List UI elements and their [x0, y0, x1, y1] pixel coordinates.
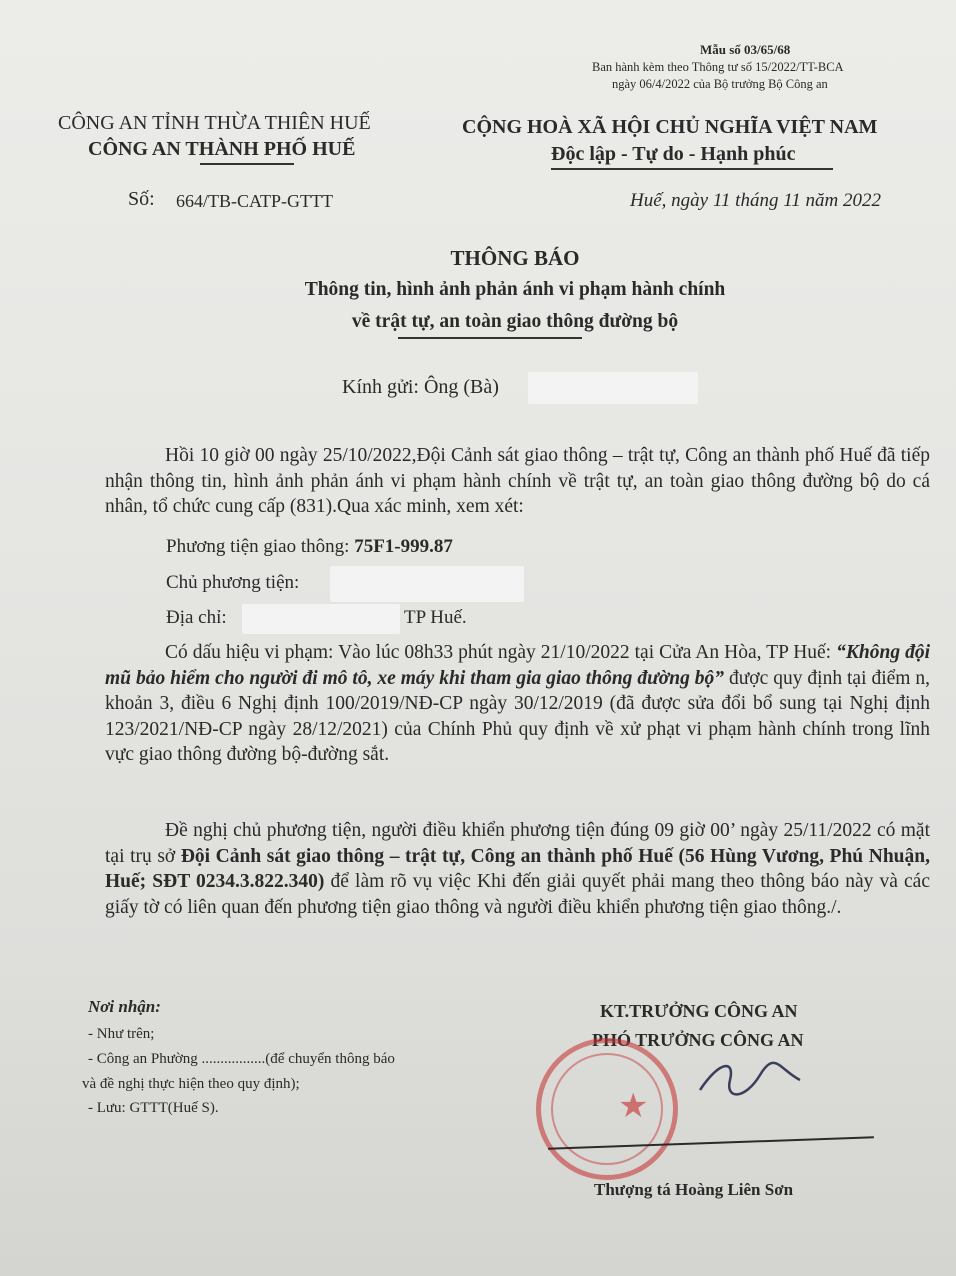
redacted-address: [242, 604, 400, 634]
signature-title-line2: PHÓ TRƯỞNG CÔNG AN: [592, 1030, 804, 1050]
notice-subtitle-line2: về trật tự, an toàn giao thông đường bộ: [351, 311, 679, 332]
official-seal: [536, 1038, 678, 1180]
form-number: Mẫu số 03/65/68: [700, 42, 791, 57]
handwritten-signature: [690, 1050, 810, 1110]
request-office: Đội Cảnh sát giao thông – trật tự, Công an thành phố Huế (56 Hùng Vương, Phú Nhuận, Huế; SĐT 0234.3.822.340): [105, 845, 930, 892]
intro-paragraph: Hồi 10 giờ 00 ngày 25/10/2022,Đội Cảnh sát giao thông – trật tự, Công an thành phố Huế đã tiếp nhận thông tin, hình ảnh phản ánh vi phạm hành chính về trật tự, an toàn giao thông đường bộ do cá nhân, tổ chức cung cấp (831).Qua xác minh, xem xét:: [105, 445, 930, 517]
owner-label: Chủ phương tiện:: [166, 572, 300, 593]
doc-number-label: Số:: [128, 188, 155, 210]
notice-subtitle-line1: Thông tin, hình ảnh phản ánh vi phạm hành chính: [304, 279, 726, 300]
vehicle-label: Phương tiện giao thông:: [166, 536, 350, 557]
agency-line2: CÔNG AN THÀNH PHỐ HUẾ: [88, 138, 356, 160]
violation-lead: Có dấu hiệu vi phạm: Vào lúc 08h33 phút ngày 21/10/2022 tại Cửa An Hòa, TP Huế:: [165, 642, 837, 663]
recipients-line4: - Lưu: GTTT(Huế S).: [88, 1100, 219, 1116]
doc-number: 664/TB-CATP-GTTT: [176, 191, 333, 211]
recipients-line1: - Như trên;: [88, 1026, 155, 1042]
violation-paragraph: [105, 640, 930, 768]
nation-line2: Độc lập - Tự do - Hạnh phúc: [551, 143, 796, 165]
nation-underline: [551, 168, 833, 170]
address-city: TP Huế.: [404, 607, 467, 628]
vehicle-plate: 75F1-999.87: [354, 536, 453, 557]
signatory-name: Thượng tá Hoàng Liên Sơn: [594, 1180, 794, 1199]
form-issued-line1: Ban hành kèm theo Thông tư số 15/2022/TT-BCA: [592, 60, 844, 74]
vehicle-row: [166, 536, 453, 558]
place-date: Huế, ngày 11 tháng 11 năm 2022: [630, 190, 882, 211]
agency-line1: CÔNG AN TỈNH THỪA THIÊN HUẾ: [58, 112, 371, 134]
recipients-line3: và đề nghị thực hiện theo quy định);: [82, 1076, 300, 1092]
signature-title-line1: KT.TRƯỞNG CÔNG AN: [600, 1001, 798, 1021]
title-underline: [398, 337, 582, 339]
notice-title: THÔNG BÁO: [450, 246, 580, 270]
request-instructions: để làm rõ vụ việc Khi đến giải quyết phải mang theo thông báo này và các giấy tờ có liên quan đến phương tiện giao thông và người điều khiển phương tiện giao thông./.: [105, 871, 930, 918]
violation-text: “Không đội mũ bảo hiểm cho người đi mô tô, xe máy khi tham gia giao thông đường bộ”: [105, 642, 930, 689]
form-issued-line2: ngày 06/4/2022 của Bộ trưởng Bộ Công an: [612, 77, 828, 91]
redacted-owner-name: [330, 566, 524, 602]
request-paragraph: [105, 818, 930, 920]
agency-underline: [200, 163, 294, 165]
address-label: Địa chỉ:: [166, 607, 227, 628]
request-lead: Đề nghị chủ phương tiện, người điều khiển phương tiện đúng 09 giờ 00’ ngày 25/11/2022 có mặt tại trụ sở: [105, 820, 930, 867]
nation-line1: CỘNG HOÀ XÃ HỘI CHỦ NGHĨA VIỆT NAM: [462, 116, 878, 138]
violation-legal-basis: được quy định tại điểm n, khoản 3, điều 6 Nghị định 100/2019/NĐ-CP ngày 30/12/2019 (đã được sửa đổi bổ sung tại Nghị định 123/2021/NĐ-CP ngày 28/12/2021) của Chính Phủ quy định về xử phạt vi phạm hành chính trong lĩnh vực giao thông đường bộ-đường sắt.: [105, 667, 930, 765]
recipient-label: Kính gửi: Ông (Bà): [342, 376, 499, 398]
seal-star-icon: ★: [618, 1086, 649, 1126]
redacted-recipient-name: [528, 372, 698, 404]
recipients-title: Nơi nhận:: [88, 997, 161, 1016]
recipients-line2: - Công an Phường .................(để chuyển thông báo: [88, 1051, 395, 1067]
